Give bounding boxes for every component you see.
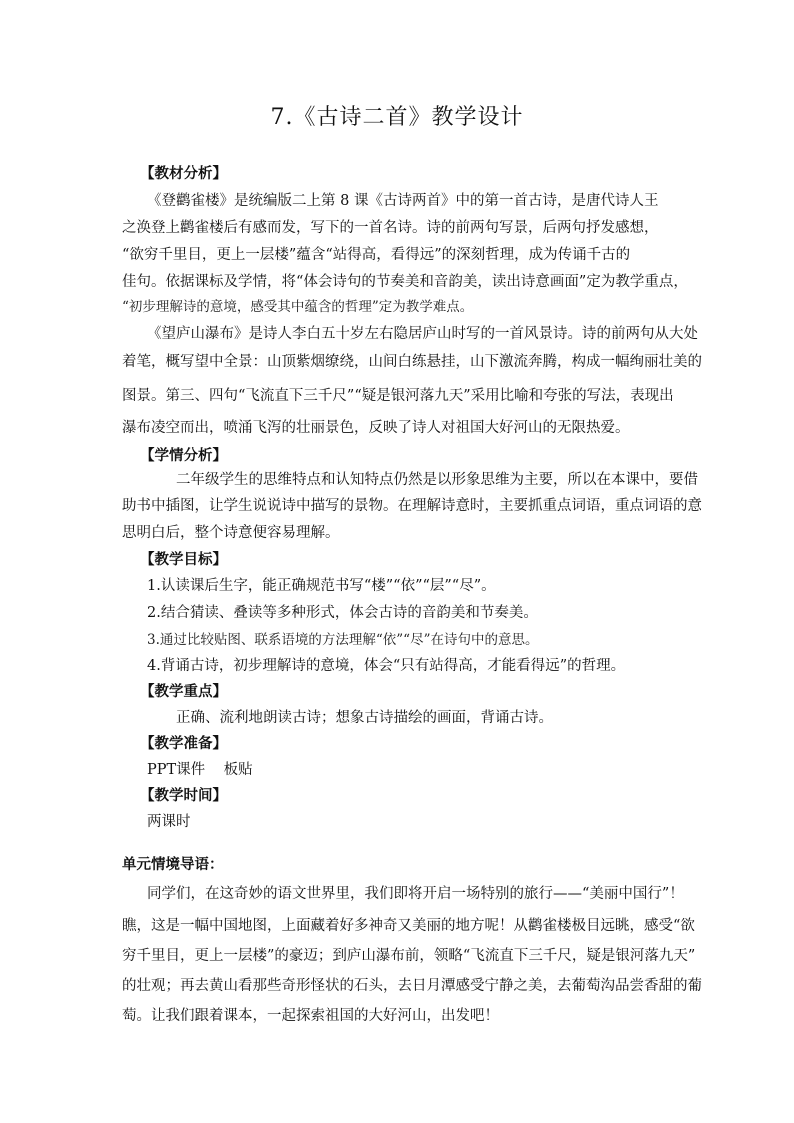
paragraph-line: 《登鹳雀楼》是统编版二上第 8 课《古诗两首》中的第一首古诗，是唐代诗人王 [147, 193, 659, 209]
paragraph-line: 的壮观；再去黄山看那些奇形怪状的石头，去日月潭感受宁静之美，去葡萄沟品尝香甜的葡 [122, 978, 702, 994]
paragraph-line: 萄。让我们跟着课本，一起探索祖国的大好河山，出发吧！ [122, 1008, 499, 1024]
heading-unit-intro: 单元情境导语： [122, 856, 224, 873]
time-text: 两课时 [147, 814, 191, 830]
paragraph-line: 二年级学生的思维特点和认知特点仍然是以形象思维为主要，所以在本课中，要借 [176, 472, 698, 488]
heading-student-analysis: 【学情分析】 [140, 447, 227, 464]
paragraph-line: “欲穷千里目，更上一层楼”蕴含“站得高，看得远”的深刻哲理，成为传诵千古的 [122, 247, 631, 263]
paragraph-line: 图景。第三、四句“飞流直下三千尺”“疑是银河落九天”采用比喻和夸张的写法，表现出 [122, 388, 674, 404]
paragraph-line: 瀑布凌空而出，喷涌飞泻的壮丽景色，反映了诗人对祖国大好河山的无限热爱。 [122, 420, 630, 436]
heading-teaching-goals: 【教学目标】 [140, 551, 227, 568]
goal-item: 1.认读课后生字，能正确规范书写“楼”“依”“层”“尽”。 [147, 578, 496, 594]
focus-text: 正确、流利地朗读古诗；想象古诗描绘的画面，背诵古诗。 [176, 710, 553, 726]
paragraph-line: 着笔，概写望中全景：山顶紫烟缭绕，山间白练悬挂，山下激流奔腾，构成一幅绚丽壮美的 [122, 354, 702, 370]
paragraph-line: 之涣登上鹳雀楼后有感而发，写下的一首名诗。诗的前两句写景，后两句抒发感想， [122, 220, 659, 236]
goal-item: 2.结合猜读、叠读等多种形式，体会古诗的音韵美和节奏美。 [147, 605, 538, 621]
paragraph-line: 同学们，在这奇妙的语文世界里，我们即将开启一场特别的旅行——“美丽中国行”！ [147, 886, 684, 902]
paragraph-line: 穷千里目，更上一层楼”的豪迈；到庐山瀑布前，领略“飞流直下三千尺，疑是银河落九天” [122, 948, 696, 964]
paragraph-line: 助书中插图，让学生说说诗中描写的景物。在理解诗意时，主要抓重点词语，重点词语的意 [122, 498, 702, 514]
paragraph-line: “初步理解诗的意境，感受其中蕴含的哲理”定为教学难点。 [122, 299, 474, 315]
heading-material-analysis: 【教材分析】 [140, 165, 227, 182]
paragraph-line: 思明白后，整个诗意便容易理解。 [122, 525, 340, 541]
goal-item: 3.通过比较贴图、联系语境的方法理解“依”“尽”在诗句中的意思。 [147, 632, 539, 648]
page-title: 7.《古诗二首》教学设计 [270, 105, 524, 130]
paragraph-line: 佳句。依据课标及学情，将“体会诗句的节奏美和音韵美，读出诗意画面”定为教学重点， [122, 274, 688, 290]
goal-item: 4.背诵古诗，初步理解诗的意境，体会“只有站得高，才能看得远”的哲理。 [147, 658, 626, 674]
heading-teaching-focus: 【教学重点】 [140, 683, 227, 700]
paragraph-line: 《望庐山瀑布》是诗人李白五十岁左右隐居庐山时写的一首风景诗。诗的前两句从大处 [147, 326, 698, 342]
prep-text: PPT课件 板贴 [147, 762, 253, 778]
heading-teaching-time: 【教学时间】 [140, 787, 227, 804]
heading-teaching-prep: 【教学准备】 [140, 735, 227, 752]
paragraph-line: 瞧，这是一幅中国地图，上面藏着好多神奇又美丽的地方呢！从鹳雀楼极目远眺，感受“欲 [122, 918, 695, 934]
